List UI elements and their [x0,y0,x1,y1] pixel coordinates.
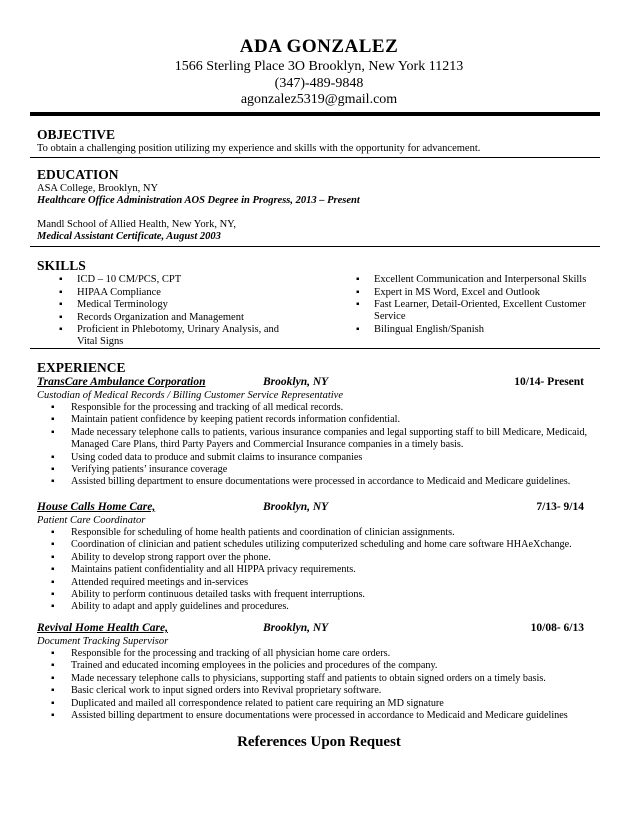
skill-item: ▪ ICD – 10 CM/PCS, CPT [59,274,289,286]
job-dates: 7/13- 9/14 [536,501,584,513]
job-dates: 10/08- 6/13 [530,622,584,634]
job-location: Brooklyn, NY [263,622,329,634]
job-bullet: ▪ Ability to adapt and apply guidelines and procedures. [51,601,602,613]
job-bullet: ▪ Responsible for the processing and tracking of all physician home care orders. [51,648,602,660]
objective-text: To obtain a challenging position utilizing my experience and skills with the opportunity for advancement. [37,143,481,154]
skill-item: ▪ Records Organization and Management [59,312,289,324]
phone-number: (347)-489-9848 [274,76,364,91]
job-location: Brooklyn, NY [263,501,329,513]
job-role: Document Tracking Supervisor [37,636,169,647]
job-company: House Calls Home Care, [37,501,156,513]
job-company: Revival Home Health Care, [37,622,168,634]
job-location: Brooklyn, NY [263,376,329,388]
experience-heading: EXPERIENCE [37,360,126,375]
objective-divider [30,157,600,158]
job-bullet: ▪ Ability to develop strong rapport over the phone. [51,552,602,564]
skills-heading: SKILLS [37,258,86,273]
job-dates: 10/14- Present [514,376,584,388]
job-bullet: ▪ Trained and educated incoming employees in the policies and procedures of the company. [51,660,602,672]
job-role: Patient Care Coordinator [37,515,146,526]
job-bullet: ▪ Coordination of clinician and patient schedules utilizing computerized scheduling and home care software HHAeXchange. [51,539,602,551]
skill-item: ▪ Fast Learner, Detail-Oriented, Excellent Customer Service [356,299,596,323]
education-heading: EDUCATION [37,167,119,182]
job-role: Custodian of Medical Records / Billing Customer Service Representative [37,390,343,401]
skills-divider [30,348,600,349]
job-bullet: ▪ Maintains patient confidentiality and all HIPPA privacy requirements. [51,564,602,576]
skills-left-column [59,274,289,349]
education-degree-2: Medical Assistant Certificate, August 2003 [37,231,221,242]
skill-item: ▪ Proficient in Phlebotomy, Urinary Analysis, and Vital Signs [59,324,282,348]
skill-item: ▪ HIPAA Compliance [59,287,289,299]
job-bullet: ▪ Made necessary telephone calls to patients, various insurance companies and legal supporting staff to bill Medicare, Medicaid, Managed Care Plans, third Party Payers and Commercial Insurance companies in a timely basis. [51,427,602,452]
job-bullet: ▪ Assisted billing department to ensure documentations were processed in accordance to Medicaid and Medicare guidelines. [51,476,602,488]
job-bullet: ▪ Duplicated and mailed all correspondence related to patient care requiring an MD signature [51,698,602,710]
references-note: References Upon Request [237,734,401,750]
job-bullet: ▪ Basic clerical work to input signed orders into Revival proprietary software. [51,685,602,697]
job-bullet: ▪ Attended required meetings and in-services [51,577,602,589]
education-school-2: Mandl School of Allied Health, New York, NY, [37,219,237,230]
education-divider [30,246,600,247]
job-bullet: ▪ Using coded data to produce and submit claims to insurance companies [51,452,602,464]
education-degree-1: Healthcare Office Administration AOS Degree in Progress, 2013 – Present [37,195,360,206]
job-bullet: ▪ Maintain patient confidence by keeping patient records information confidential. [51,414,602,426]
job-bullet: ▪ Responsible for scheduling of home health patients and coordination of clinician assignments. [51,527,602,539]
skill-item: ▪ Medical Terminology [59,299,289,311]
address: 1566 Sterling Place 3O Brooklyn, New York 11213 [174,59,464,74]
skill-item: ▪ Expert in MS Word, Excel and Outlook [356,287,596,299]
job-bullet: ▪ Verifying patients’ insurance coverage [51,464,602,476]
skill-item: ▪ Bilingual English/Spanish [356,324,596,336]
job-bullet: ▪ Ability to perform continuous detailed tasks with frequent interruptions. [51,589,602,601]
job-entry-house-calls [37,501,602,614]
email-address: agonzalez5319@gmail.com [240,92,398,107]
applicant-name: ADA GONZALEZ [239,36,399,57]
job-entry-revival [37,622,602,722]
job-company: TransCare Ambulance Corporation [37,376,206,388]
job-entry-transcare [37,376,602,489]
header-divider [30,112,600,116]
skills-right-column [356,274,596,336]
skill-item: ▪ Excellent Communication and Interpersonal Skills [356,274,596,286]
job-bullet: ▪ Responsible for the processing and tracking of all medical records. [51,402,602,414]
job-bullet: ▪ Made necessary telephone calls to physicians, supporting staff and patients to obtain signed orders on a timely basis. [51,673,602,685]
objective-heading: OBJECTIVE [37,127,116,142]
job-bullet: ▪ Assisted billing department to ensure documentations were processed in accordance to Medicaid and Medicare guidelines [51,710,602,722]
education-school-1: ASA College, Brooklyn, NY [37,183,159,194]
